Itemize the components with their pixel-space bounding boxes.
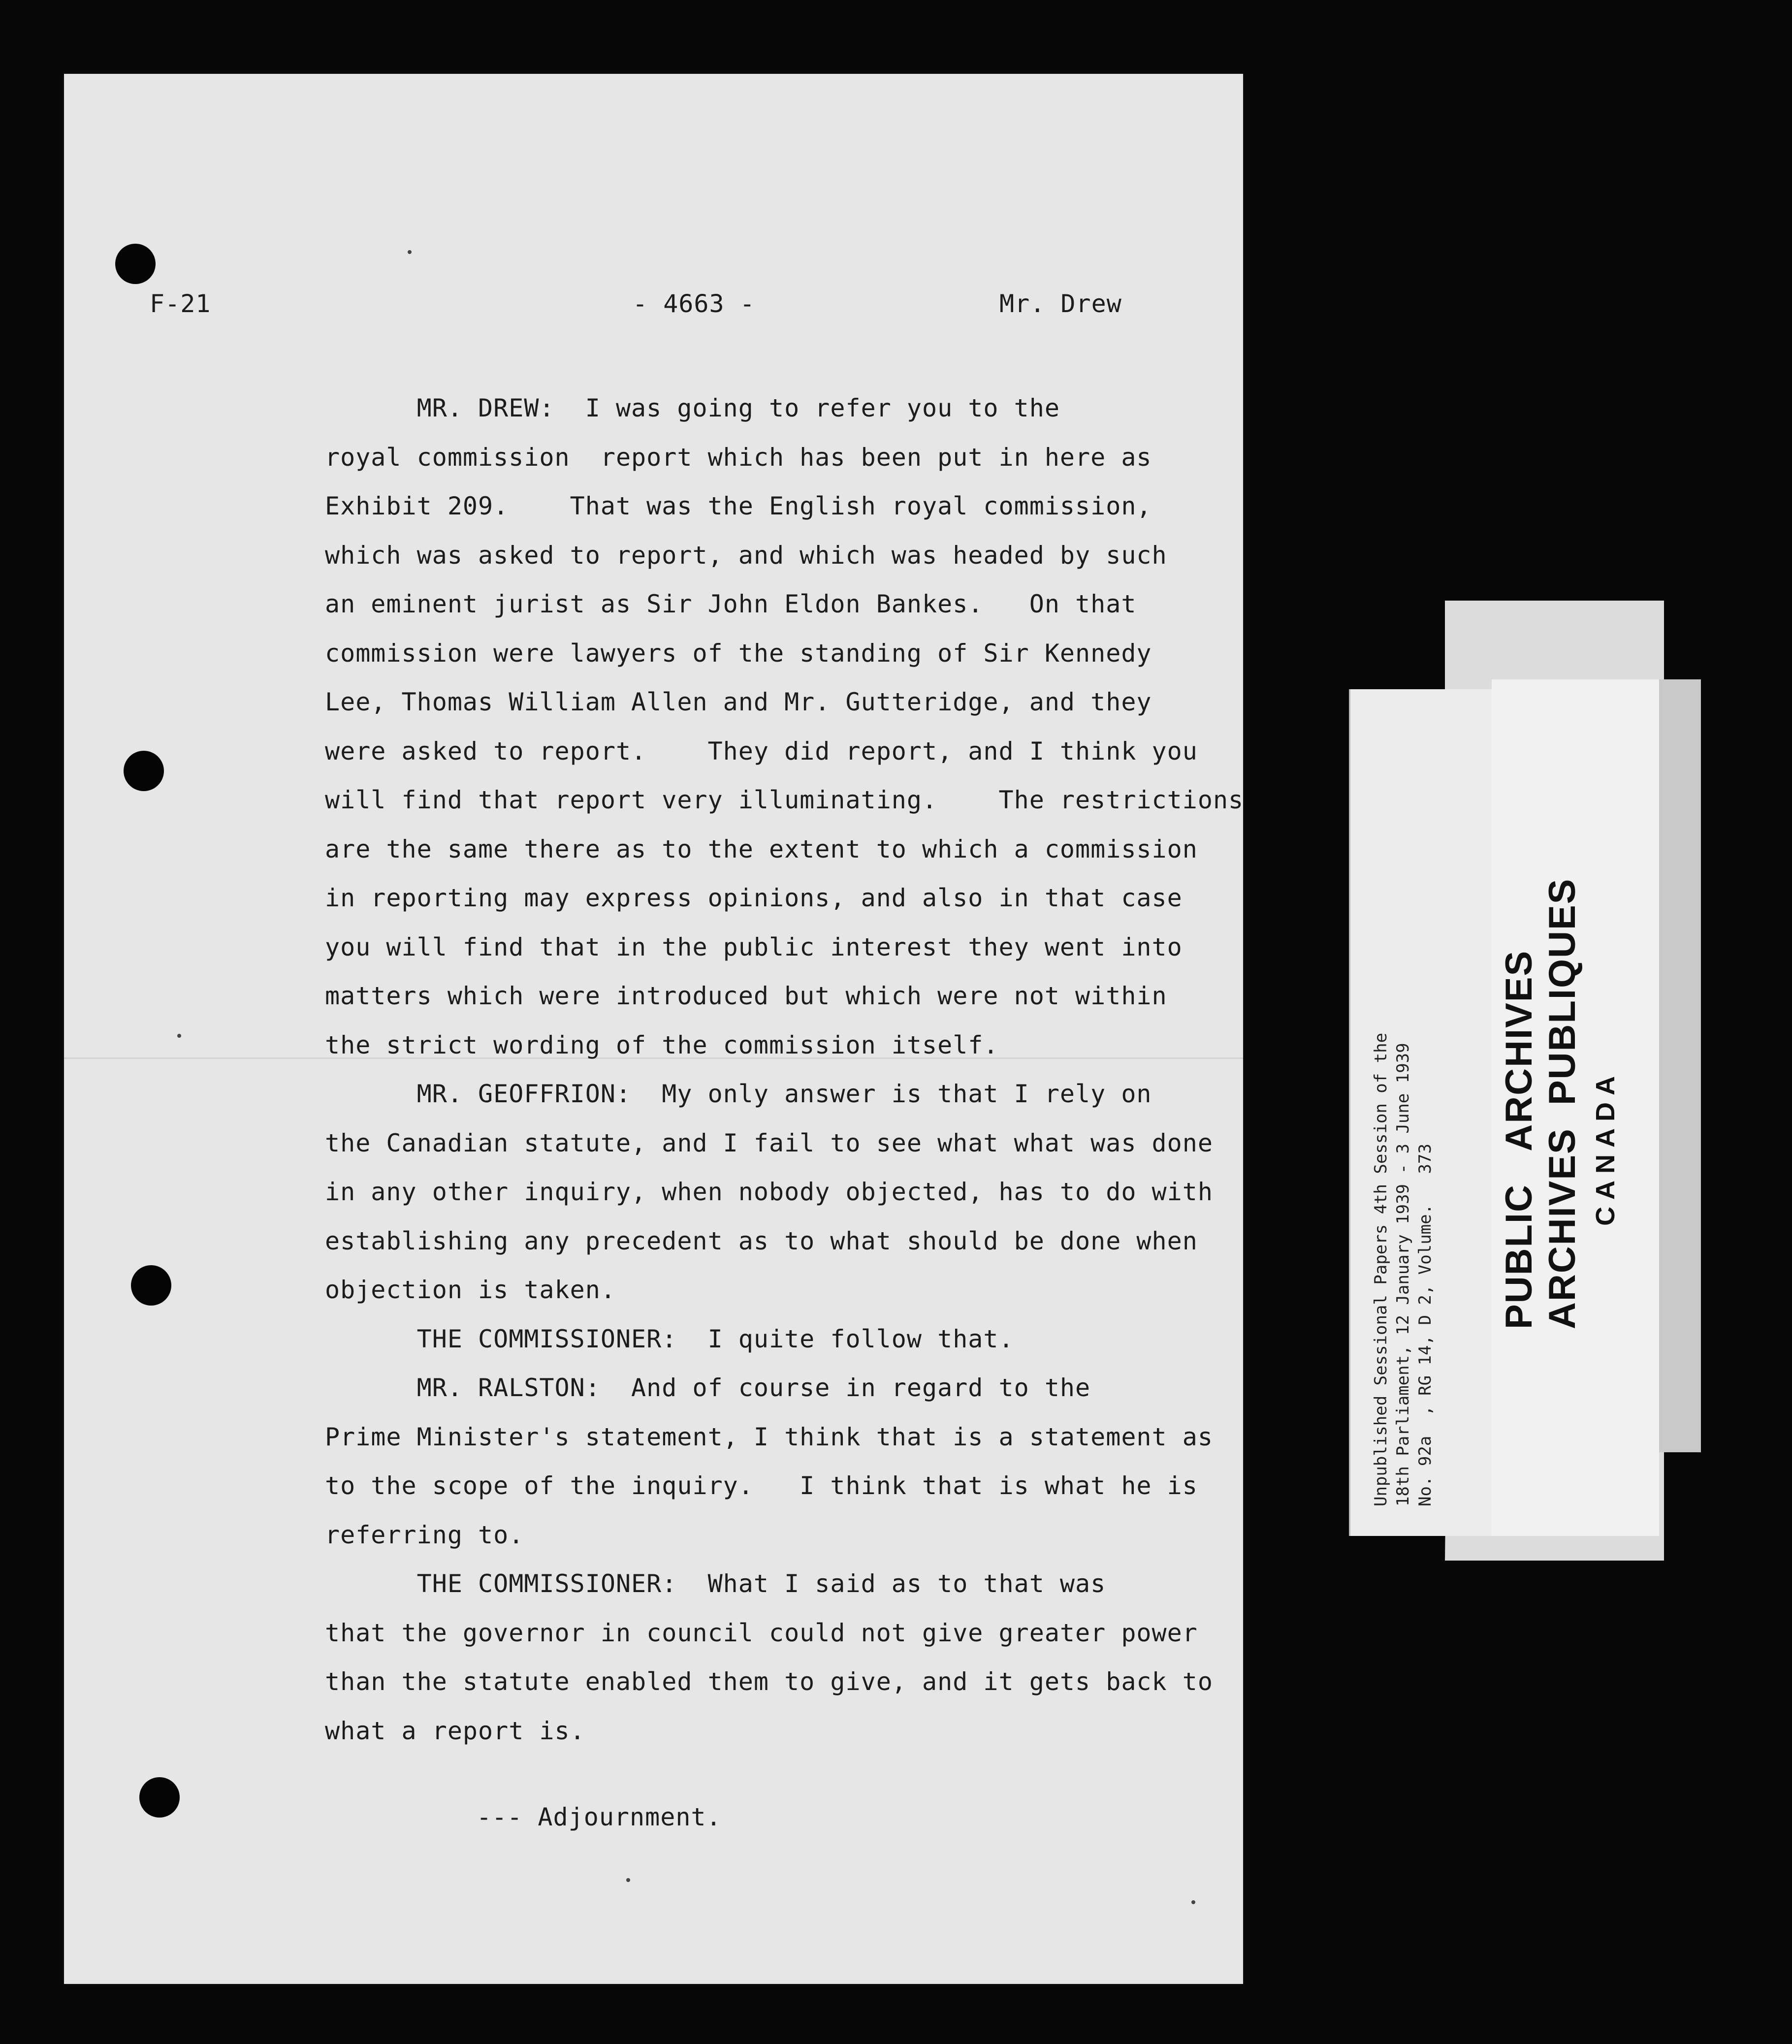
page-number: - 4663 - <box>633 289 755 318</box>
transcript-line: that the governor in council could not give greater power <box>325 1618 1198 1647</box>
page-code: F-21 <box>150 289 211 318</box>
transcript-line: an eminent jurist as Sir John Eldon Bankes. On that <box>325 590 1137 618</box>
speaker-header: Mr. Drew <box>999 289 1122 318</box>
transcript-line: were asked to report. They did report, and I think you <box>325 736 1198 766</box>
transcript-line: referring to. <box>325 1520 524 1549</box>
transcript-line: MR. RALSTON: And of course in regard to the <box>325 1373 1091 1402</box>
transcript-body <box>325 384 1244 1756</box>
punch-hole-3 <box>131 1265 171 1306</box>
transcript-line: Exhibit 209. That was the English royal commission, <box>325 492 1152 520</box>
punch-hole-4 <box>139 1777 180 1818</box>
paper-speck <box>177 1034 181 1038</box>
transcript-line: which was asked to report, and which was headed by such <box>325 541 1167 570</box>
catalog-line: Unpublished Sessional Papers 4th Session of the <box>1371 1032 1391 1506</box>
transcript-line: in any other inquiry, when nobody objected, has to do with <box>325 1178 1213 1206</box>
catalog-line: 18th Parliament, 12 January 1939 - 3 June 1939 <box>1393 1043 1413 1506</box>
stamp-line-archives-publiques: ARCHIVES PUBLIQUES <box>1541 878 1583 1329</box>
transcript-line: MR. GEOFFRION: My only answer is that I rely on <box>325 1080 1152 1108</box>
transcript-line: to the scope of the inquiry. I think that is what he is <box>325 1471 1198 1500</box>
stamp-line-canada: CANADA <box>1591 1069 1620 1226</box>
adjournment-note: --- Adjournment. <box>477 1803 722 1831</box>
transcript-line: Prime Minister's statement, I think that is a statement as <box>325 1422 1213 1451</box>
transcript-line: MR. DREW: I was going to refer you to the <box>325 394 1060 422</box>
transcript-line: commission were lawyers of the standing of Sir Kennedy <box>325 639 1152 668</box>
catalog-line: No. 92a , RG 14, D 2, Volume. 373 <box>1415 1144 1435 1506</box>
transcript-line: THE COMMISSIONER: What I said as to that was <box>325 1569 1106 1598</box>
transcript-line: Lee, Thomas William Allen and Mr. Gutteridge, and they <box>325 688 1152 716</box>
punch-hole-1 <box>115 244 156 284</box>
archives-stamp <box>1492 679 1659 1536</box>
catalog-card <box>1349 689 1493 1536</box>
transcript-line: the Canadian statute, and I fail to see what what was done <box>325 1128 1213 1157</box>
transcript-line: objection is taken. <box>325 1276 616 1304</box>
transcript-line: THE COMMISSIONER: I quite follow that. <box>325 1324 1014 1353</box>
label-tab <box>1654 679 1701 1452</box>
stamp-line-public-archives: PUBLIC ARCHIVES <box>1498 950 1540 1329</box>
transcript-line: than the statute enabled them to give, and it gets back to <box>325 1667 1213 1696</box>
transcript-line: the strict wording of the commission itself. <box>325 1030 999 1059</box>
transcript-line: are the same there as to the extent to which a commission <box>325 834 1198 863</box>
transcript-line: what a report is. <box>325 1716 585 1745</box>
transcript-line: will find that report very illuminating. The restrictions <box>325 786 1244 814</box>
paper-speck <box>1191 1900 1195 1904</box>
transcript-line: in reporting may express opinions, and also in that case <box>325 884 1183 912</box>
transcript-line: matters which were introduced but which were not within <box>325 982 1167 1010</box>
punch-hole-2 <box>124 751 164 791</box>
transcript-line: establishing any precedent as to what should be done when <box>325 1226 1198 1255</box>
paper-speck <box>408 250 412 254</box>
transcript-line: you will find that in the public interest they went into <box>325 932 1183 961</box>
typed-page <box>64 74 1243 1984</box>
paper-speck <box>626 1878 630 1882</box>
archives-label <box>1349 601 1703 1561</box>
transcript-line: royal commission report which has been put in here as <box>325 443 1152 472</box>
